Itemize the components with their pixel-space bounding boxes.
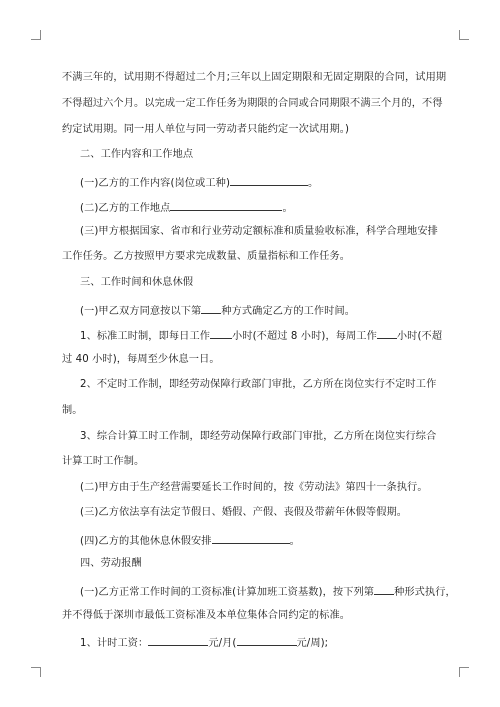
- paragraph-line: [80, 199, 293, 215]
- blank-field: [212, 532, 290, 544]
- text: 约定试用期。同一用人单位与同一劳动者只能约定一次试用期。): [62, 124, 350, 135]
- blank-field: [148, 634, 208, 646]
- paragraph-line: [80, 634, 328, 650]
- text: 3、综合计算工时工作制，即经劳动保障行政部门审批，乙方所在岗位实行综合: [80, 431, 437, 442]
- text: 种形式执行，: [394, 587, 456, 598]
- paragraph-line: [80, 583, 456, 599]
- paragraph-line: [80, 302, 355, 318]
- paragraph-line: [80, 225, 438, 238]
- paragraph-line: [80, 481, 428, 494]
- paragraph-line: [80, 378, 436, 391]
- text: 四、劳动报酬: [80, 558, 142, 569]
- section-heading: [80, 148, 193, 161]
- text: 制。: [62, 405, 83, 416]
- paragraph-line: [62, 250, 350, 263]
- crop-mark-bottom-left: [31, 667, 41, 677]
- crop-mark-bottom-right: [459, 667, 469, 677]
- blank-field: [201, 302, 221, 314]
- paragraph-line: [80, 174, 318, 190]
- text: (二)乙方的工作地点: [80, 203, 171, 214]
- text: 小时(不超过 8 小时)，每周工作: [232, 331, 377, 342]
- text: 工作任务。乙方按照甲方要求完成数量、质量指标和工作任务。: [62, 251, 351, 262]
- paragraph-line: [62, 609, 350, 622]
- paragraph-line: [80, 532, 300, 548]
- blank-field: [374, 583, 394, 595]
- text: 元/周);: [296, 638, 329, 649]
- text: 元/月(: [208, 638, 237, 649]
- text: 不满三年的，试用期不得超过二个月;三年以上固定期限和无固定期限的合同，试用期: [62, 72, 447, 83]
- text: (一)乙方正常工作时间的工资标准(计算加班工资基数)，按下列第: [80, 587, 375, 598]
- text: (一)乙方的工作内容(岗位或工种): [80, 178, 231, 189]
- paragraph-line: [62, 123, 349, 136]
- section-heading: [80, 276, 193, 289]
- text: 。: [289, 536, 300, 547]
- crop-mark-top-left: [31, 30, 41, 40]
- text: 二、工作内容和工作地点: [80, 149, 194, 160]
- paragraph-line: [80, 327, 442, 343]
- text: (二)甲方由于生产经营需要延长工作时间的，按《劳动法》第四十一条执行。: [80, 482, 428, 493]
- text: 种方式确定乙方的工作时间。: [221, 306, 356, 317]
- text: 计算工时工作制。: [62, 456, 145, 467]
- text: 不得超过六个月。以完成一定工作任务为期限的合同或合同期限不满三个月的，不得: [62, 98, 443, 109]
- paragraph-line: [62, 404, 83, 417]
- text: (三)甲方根据国家、省市和行业劳动定额标准和质量验收标准，科学合理地安排: [80, 226, 438, 237]
- paragraph-line: [62, 455, 144, 468]
- text: 2、不定时工作制，即经劳动保障行政部门审批，乙方所在岗位实行不定时工作: [80, 379, 437, 390]
- blank-field: [170, 199, 282, 211]
- text: (四)乙方的其他休息休假安排: [80, 536, 212, 547]
- section-heading: [80, 557, 142, 570]
- text: 小时(不超: [396, 331, 443, 342]
- paragraph-line: [80, 506, 407, 519]
- text: 过 40 小时)，每周至少休息一日。: [62, 354, 220, 365]
- text: 并不得低于深圳市最低工资标准及本单位集体合同约定的标准。: [62, 610, 351, 621]
- text: (一)甲乙双方同意按以下第: [80, 306, 202, 317]
- text: 。: [282, 203, 293, 214]
- blank-field: [210, 327, 232, 339]
- text: 1、标准工时制，即每日工作: [80, 331, 211, 342]
- paragraph-line: [62, 97, 443, 110]
- blank-field: [237, 634, 297, 646]
- blank-field: [230, 174, 308, 186]
- blank-field: [377, 327, 397, 339]
- text: 。: [308, 178, 319, 189]
- text: 1、计时工资：: [80, 638, 149, 649]
- paragraph-line: [62, 353, 220, 366]
- crop-mark-top-right: [459, 30, 469, 40]
- paragraph-line: [80, 430, 436, 443]
- text: (三)乙方依法享有法定节假日、婚假、产假、丧假及带薪年休假等假期。: [80, 507, 408, 518]
- paragraph-line: [62, 71, 446, 84]
- text: 三、工作时间和休息休假: [80, 277, 194, 288]
